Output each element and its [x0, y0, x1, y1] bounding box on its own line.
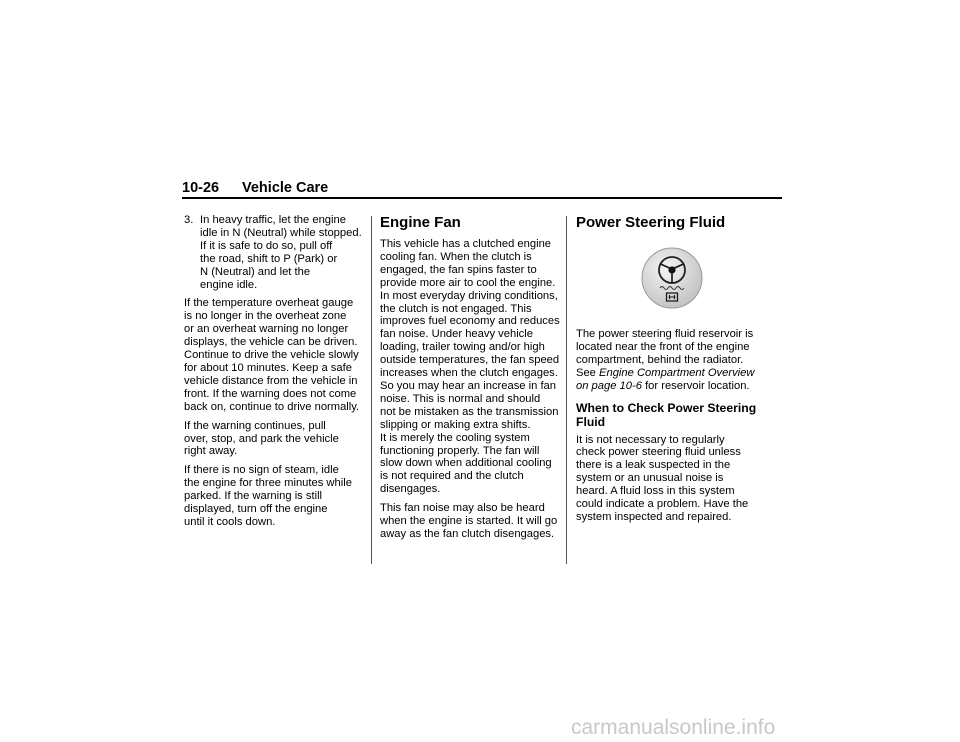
- subheading-when-to-check: When to Check Power Steering Fluid: [576, 400, 757, 429]
- text-line: idle in N (Neutral) while stopped.: [200, 226, 362, 239]
- text-line: This vehicle has a clutched engine: [380, 238, 552, 250]
- text-line: until it cools down.: [184, 515, 276, 528]
- text-line: over, stop, and park the vehicle: [184, 432, 339, 445]
- column-1: [184, 214, 362, 535]
- text-line: displays, the vehicle can be driven.: [184, 336, 358, 349]
- text-line: engaged, the fan spins faster to: [380, 263, 537, 276]
- text-line: [576, 380, 768, 393]
- list-number: 3.: [184, 214, 194, 226]
- paragraph-no-steam: [184, 464, 362, 529]
- text-line: fan noise. Under heavy vehicle: [380, 328, 533, 341]
- text-line: It is merely the cooling system: [380, 431, 530, 444]
- text-line: It is not necessary to regularly: [576, 433, 725, 446]
- power-steering-fluid-cap-icon-svg: [640, 246, 704, 310]
- text-line: cooling fan. When the clutch is: [380, 250, 532, 263]
- heading-power-steering-fluid: Power Steering Fluid: [576, 214, 726, 231]
- column-divider-1: [371, 216, 372, 564]
- text-line: improves fuel economy and reduces: [380, 315, 560, 328]
- text-line: engine idle.: [200, 278, 258, 291]
- text-line: the engine for three minutes while: [184, 477, 352, 490]
- paragraph-warning-continues: [184, 420, 362, 459]
- section-title: Vehicle Care: [242, 180, 329, 196]
- header-rule: [182, 197, 782, 199]
- text-line: check power steering fluid unless: [576, 446, 741, 459]
- text-line: system inspected and repaired.: [576, 510, 732, 523]
- text-line: back on, continue to drive normally.: [184, 400, 360, 413]
- cross-reference-page[interactable]: on page 10-6: [576, 379, 642, 392]
- text-line: [576, 367, 768, 380]
- text-line: functioning properly. The fan will: [380, 444, 540, 457]
- list-item-3: [184, 214, 362, 291]
- text-line: disengages.: [380, 483, 441, 496]
- text-line: If it is safe to do so, pull off: [200, 239, 333, 252]
- text-line: system or an unusual noise is: [576, 472, 724, 485]
- page-number: 10-26: [182, 180, 220, 196]
- cross-reference-link[interactable]: Engine Compartment Overview: [599, 366, 755, 379]
- see-label: See: [576, 366, 596, 379]
- column-3: [576, 214, 768, 530]
- text-line: If the temperature overheat gauge: [184, 297, 354, 310]
- text-line: loading, trailer towing and/or high: [380, 341, 545, 354]
- text-line: or an overheat warning no longer: [184, 323, 349, 336]
- text-line: This fan noise may also be heard: [380, 502, 545, 515]
- page-header: [182, 180, 782, 196]
- text-line: heard. A fluid loss in this system: [576, 485, 735, 498]
- column-2: [380, 214, 560, 547]
- text-line: for about 10 minutes. Keep a safe: [184, 361, 352, 374]
- text-line: located near the front of the engine: [576, 340, 750, 353]
- paragraph-when-to-check: [576, 434, 768, 524]
- text-line: slipping or making extra shifts.: [380, 418, 531, 431]
- text-line: provide more air to cool the engine.: [380, 276, 556, 289]
- text-line: N (Neutral) and let the: [200, 265, 311, 278]
- text-line: away as the fan clutch disengages.: [380, 527, 555, 540]
- text-line: is no longer in the overheat zone: [184, 310, 347, 323]
- text-line: If the warning continues, pull: [184, 419, 326, 432]
- text-line: when the engine is started. It will go: [380, 515, 558, 528]
- text-line: the road, shift to P (Park) or: [200, 252, 338, 265]
- text-line: is not required and the clutch: [380, 470, 524, 483]
- text-line: In most everyday driving conditions,: [380, 289, 558, 302]
- text-line: front. If the warning does not come: [184, 387, 357, 400]
- column-divider-2: [566, 216, 567, 564]
- paragraph-reservoir-location: [576, 328, 768, 393]
- text-line: In heavy traffic, let the engine: [200, 214, 346, 226]
- text-line: Continue to drive the vehicle slowly: [184, 349, 359, 362]
- reference-tail: for reservoir location.: [645, 379, 750, 392]
- text-line: The power steering fluid reservoir is: [576, 328, 754, 340]
- text-line: compartment, behind the radiator.: [576, 353, 744, 366]
- text-line: could indicate a problem. Have the: [576, 498, 749, 511]
- paragraph-overheat-gauge: [184, 297, 362, 413]
- text-line: slow down when additional cooling: [380, 457, 552, 470]
- paragraph-clutched-fan: [380, 238, 560, 496]
- text-line: not be mistaken as the transmission: [380, 405, 559, 418]
- text-line: outside temperatures, the fan speed: [380, 354, 560, 367]
- text-line: there is a leak suspected in the: [576, 459, 731, 472]
- text-line: vehicle distance from the vehicle in: [184, 374, 358, 387]
- watermark: carmanualsonline.info: [571, 716, 776, 739]
- heading-engine-fan: Engine Fan: [380, 214, 461, 231]
- text-line: displayed, turn off the engine: [184, 503, 328, 516]
- text-line: parked. If the warning is still: [184, 490, 323, 503]
- power-steering-fluid-cap-icon: [576, 246, 768, 310]
- text-line: right away.: [184, 445, 238, 458]
- text-line: increases when the clutch engages.: [380, 367, 558, 380]
- paragraph-fan-noise: [380, 502, 560, 541]
- text-line: the clutch is not engaged. This: [380, 302, 532, 315]
- text-line: noise. This is normal and should: [380, 392, 541, 405]
- text-line: If there is no sign of steam, idle: [184, 464, 339, 477]
- text-line: So you may hear an increase in fan: [380, 379, 556, 392]
